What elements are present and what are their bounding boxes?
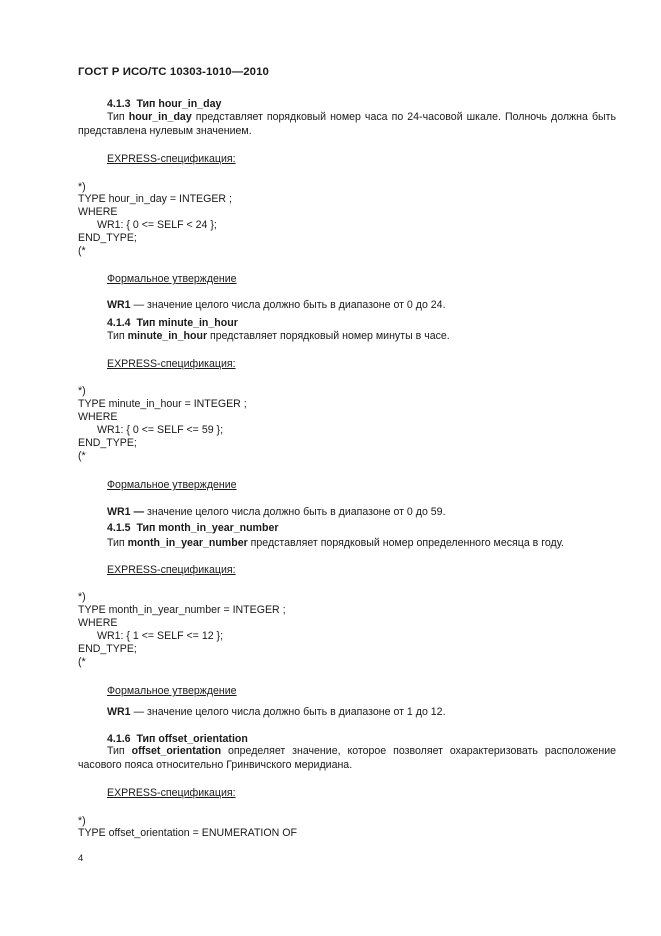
formal-statement-label: Формальное утверждение	[107, 685, 237, 697]
code-line: TYPE month_in_year_number = INTEGER ;	[78, 604, 286, 616]
type-name-month-in-year-number: month_in_year_number	[127, 537, 248, 549]
type-name-offset-orientation: offset_orientation	[131, 745, 222, 757]
code-line: TYPE minute_in_hour = INTEGER ;	[78, 398, 247, 410]
rule-statement: WR1 — значение целого числа должно быть в диапазоне от 1 до 12.	[107, 706, 446, 718]
rule-statement: WR1 — значение целого числа должно быть в диапазоне от 0 до 24.	[107, 299, 446, 311]
section-heading-4-1-3: 4.1.3 Тип hour_in_day	[107, 98, 222, 110]
code-line: WR1: { 1 <= SELF <= 12 };	[97, 630, 224, 642]
code-line: WHERE	[78, 411, 118, 423]
section-heading-4-1-5: 4.1.5 Тип month_in_year_number	[107, 522, 279, 534]
code-line: WR1: { 0 <= SELF < 24 };	[97, 219, 217, 231]
code-line: WR1: { 0 <= SELF <= 59 };	[97, 424, 224, 436]
code-line: *)	[78, 591, 86, 603]
code-line: (*	[78, 450, 86, 462]
formal-statement-label: Формальное утверждение	[107, 273, 237, 285]
formal-statement-label: Формальное утверждение	[107, 479, 237, 491]
rule-statement: WR1 — значение целого числа должно быть в диапазоне от 0 до 59.	[107, 506, 446, 518]
paragraph-4-1-3: Тип hour_in_day представляет порядковый номер часа по 24-часовой шкале. Полночь должна быть представлена нулевым значением.	[78, 111, 616, 137]
code-line: TYPE hour_in_day = INTEGER ;	[78, 193, 232, 205]
code-line: END_TYPE;	[78, 643, 137, 655]
code-line: END_TYPE;	[78, 437, 137, 449]
paragraph-4-1-4: Тип minute_in_hour представляет порядковый номер минуты в часе.	[107, 330, 450, 342]
code-line: *)	[78, 181, 86, 193]
express-label: EXPRESS-спецификация:	[107, 358, 236, 370]
code-line: (*	[78, 656, 86, 668]
type-name-hour-in-day: hour_in_day	[128, 111, 192, 123]
code-line: TYPE offset_orientation = ENUMERATION OF	[78, 827, 297, 839]
express-label: EXPRESS-спецификация:	[107, 787, 236, 799]
paragraph-4-1-6: Тип offset_orientation определяет значение, которое позволяет охарактеризовать расположение часового пояса относительно Гринвичского меридиана.	[78, 745, 617, 771]
code-line: *)	[78, 385, 86, 397]
document-header: ГОСТ Р ИСО/ТС 10303-1010—2010	[78, 66, 269, 78]
code-line: *)	[78, 815, 86, 827]
page-number: 4	[78, 853, 84, 864]
section-heading-4-1-6: 4.1.6 Тип offset_orientation	[107, 733, 248, 745]
code-line: WHERE	[78, 617, 118, 629]
express-label: EXPRESS-спецификация:	[107, 564, 236, 576]
paragraph-4-1-5: Тип month_in_year_number представляет порядковый номер определенного месяца в году.	[107, 537, 564, 549]
code-line: (*	[78, 245, 86, 257]
express-label: EXPRESS-спецификация:	[107, 153, 236, 165]
code-line: END_TYPE;	[78, 232, 137, 244]
type-name-minute-in-hour: minute_in_hour	[127, 330, 208, 342]
code-line: WHERE	[78, 206, 118, 218]
section-heading-4-1-4: 4.1.4 Тип minute_in_hour	[107, 317, 238, 329]
